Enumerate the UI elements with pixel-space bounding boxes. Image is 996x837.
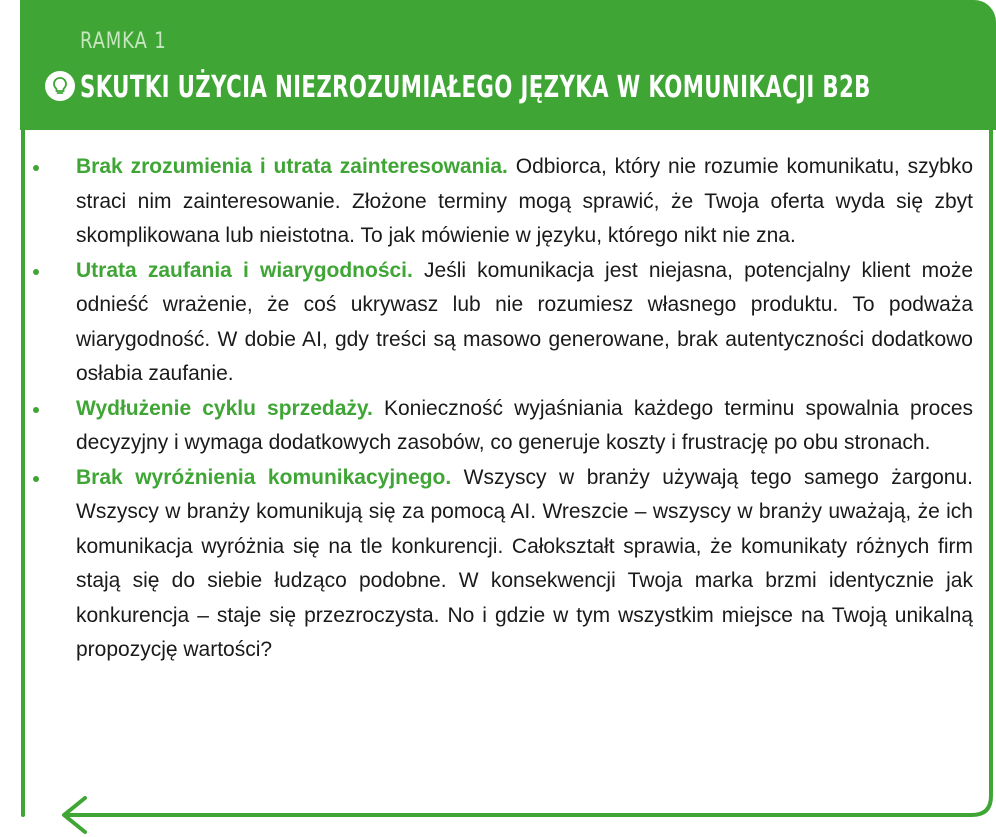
- item-text: Konieczność wyjaśniania każdego terminu spowalnia proces decyzyjny i wymaga dodatkowych zasobów, co generuje koszty i frustrację po obu stronach.: [76, 396, 973, 454]
- list-item: [33, 254, 973, 392]
- list-item: [33, 150, 973, 254]
- bullet-list: [33, 150, 973, 668]
- bullet-icon: [33, 269, 39, 275]
- bullet-icon: [33, 165, 39, 171]
- item-lead: Brak wyróżnienia komunikacyjnego.: [76, 465, 452, 489]
- item-lead: Wydłużenie cyklu sprzedaży.: [76, 396, 373, 420]
- box-header: [20, 0, 996, 130]
- lightbulb-icon: [45, 71, 75, 101]
- item-text: Odbiorca, który nie rozumie komunikatu, szybko straci nim zainteresowanie. Złożone terminy mogą sprawić, że Twoja oferta wyda się zbyt skomplikowana lub nieistotna. To jak mówienie w języku, którego nikt nie zna.: [76, 155, 973, 247]
- item-lead: Brak zrozumienia i utrata zainteresowania.: [76, 155, 508, 178]
- item-text: Wszyscy w branży używają tego samego żargonu. Wszyscy w branży komunikują się za pomocą AI. Wreszcie – wszyscy w branży uważają, że ich komunikacja wyróżnia się na tle konkurencji. Całokształt sprawia, że komunikaty różnych firm stają się do siebie łudząco podobne. W konsekwencji Twoja marka brzmi identycznie jak konkurencja – staje się przezroczysta. No i gdzie w tym wszystkim miejsce na Twoją unikalną propozycję wartości?: [76, 465, 973, 661]
- box-title: SKUTKI UŻYCIA NIEZROZUMIAŁEGO JĘZYKA W KOMUNIKACJI B2B: [80, 70, 871, 105]
- item-lead: Utrata zaufania i wiarygodności.: [76, 258, 413, 282]
- bullet-icon: [33, 407, 39, 413]
- item-text: Jeśli komunikacja jest niejasna, potencjalny klient może odnieść wrażenie, że coś ukrywasz lub nie rozumiesz własnego produktu. To podważa wiarygodność. W dobie AI, gdy treści są masowo generowane, brak autentyczności dodatkowo osłabia zaufanie.: [76, 258, 973, 385]
- list-item: [33, 461, 973, 668]
- list-item: [33, 392, 973, 461]
- box-label: RAMKA 1: [80, 29, 167, 54]
- bullet-icon: [33, 476, 39, 482]
